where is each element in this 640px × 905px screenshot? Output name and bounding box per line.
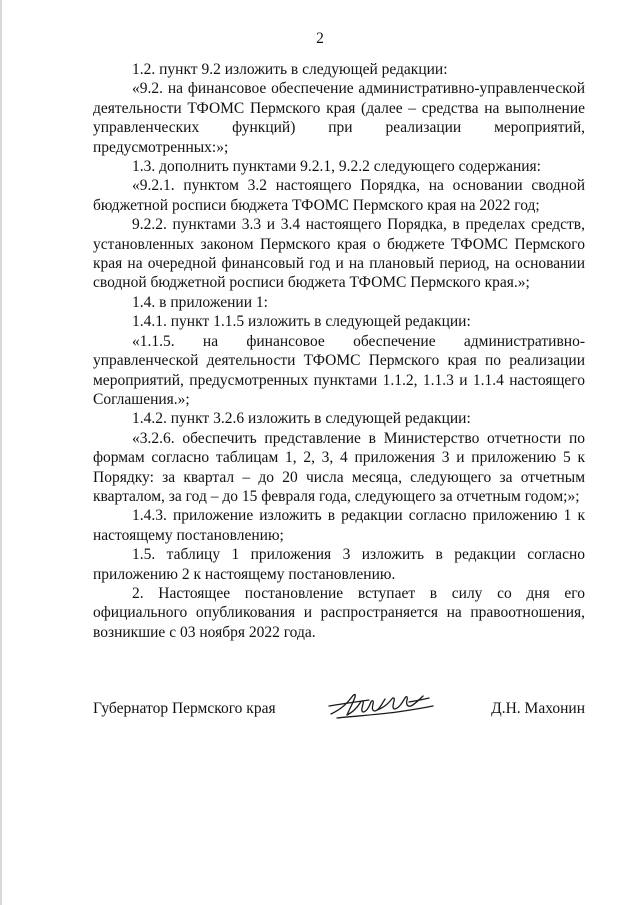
paragraph-2: 2. Настоящее постановление вступает в силу со дня его официального опубликования и распространяется на правоотношения, возникшие с 03 ноября 2022 года. xyxy=(93,584,585,641)
paragraph-1-1-5: «1.1.5. на финансовое обеспечение административно-управленческой деятельности ТФОМС Пермского края по реализации мероприятий, предусмотренных пунктами 1.1.2, 1.1.3 и 1.1.4 настоящего Соглашения.»; xyxy=(93,332,585,408)
paragraph-9-2-1: «9.2.1. пунктом 3.2 настоящего Порядка, на основании сводной бюджетной росписи бюджета ТФОМС Пермского края на 2022 год; xyxy=(93,177,585,214)
paragraph-1-2: 1.2. пункт 9.2 изложить в следующей редакции: xyxy=(132,61,448,78)
paragraph-9-2-2: 9.2.2. пунктами 3.3 и 3.4 настоящего Порядка, в пределах средств, установленных законом Пермского края о бюджете ТФОМС Пермского края на очередной финансовый год и на плановый период, на основании сводной бюджетной росписи бюджета ТФОМС Пермского края.»; xyxy=(93,216,585,292)
handwritten-signature xyxy=(325,688,437,724)
paragraph-1-3: 1.3. дополнить пунктами 9.2.1, 9.2.2 следующего содержания: xyxy=(132,158,541,176)
paragraph-1-4: 1.4. в приложении 1: xyxy=(132,293,268,311)
paragraph-1-4-1: 1.4.1. пункт 1.1.5 изложить в следующей редакции: xyxy=(132,313,471,331)
signatory-name: Д.Н. Махонин xyxy=(491,700,585,717)
signatory-title: Губернатор Пермского края xyxy=(93,700,276,717)
paragraph-1-5: 1.5. таблицу 1 приложения 3 изложить в редакции согласно приложению 2 к настоящему постановлению. xyxy=(93,546,585,583)
paragraph-1-4-3: 1.4.3. приложение изложить в редакции согласно приложению 1 к настоящему постановлению; xyxy=(93,507,585,544)
paragraph-3-2-6: «3.2.6. обеспечить представление в Министерство отчетности по формам согласно таблицам 1, 2, 3, 4 приложения 3 и приложению 5 к Порядку: за квартал – до 20 числа месяца, следующего за отчетным кварталом, за год – до 15 февраля года, следующего за отчетным годом;»; xyxy=(93,429,585,505)
document-body xyxy=(93,60,585,642)
page-number: 2 xyxy=(316,30,324,47)
signature-block xyxy=(93,698,585,728)
paragraph-9-2: «9.2. на финансовое обеспечение административно-управленческой деятельности ТФОМС Пермского края (далее – средства на выполнение управленческих функций) при реализации мероприятий, предусмотренных:»; xyxy=(93,80,585,156)
paragraph-1-4-2: 1.4.2. пункт 3.2.6 изложить в следующей редакции: xyxy=(132,410,471,428)
page-edge xyxy=(0,0,2,905)
